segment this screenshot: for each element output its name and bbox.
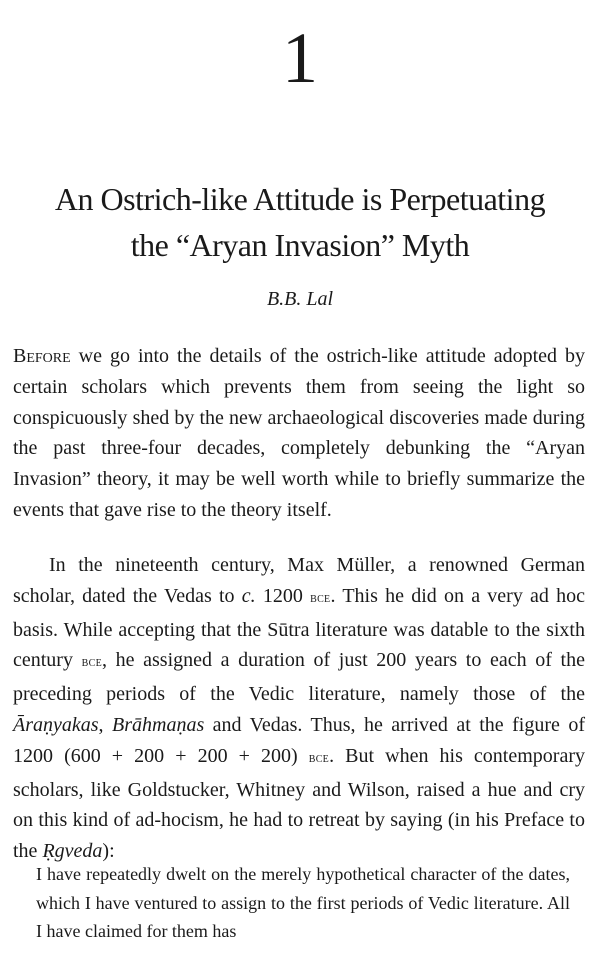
chapter-number: 1 <box>282 18 318 98</box>
paragraph-2-text-g: and Vedas. Thus, he arrived at the figure of 1200 (600 + 200 + 200 + 200) <box>13 713 585 767</box>
block-quote: I have repeatedly dwelt on the merely hypothetical character of the dates, which I have ventured to assign to the first periods of Vedic literature. All I have claimed for them has <box>36 864 570 941</box>
aranyakas-term: Āraṇyakas <box>13 713 99 736</box>
paragraph-2-text-a: In the nineteenth century, Max Müller, a renowned German scholar, dated the Vedas to <box>13 554 585 607</box>
paragraph-lead-word: Before <box>13 345 71 367</box>
paragraph-1 <box>13 341 585 526</box>
author-name: B.B. Lal <box>266 288 334 310</box>
rgveda-term: Ṛgveda <box>42 840 103 863</box>
paragraph-2-text-i: ): <box>102 840 115 863</box>
circa-abbrev: c. <box>241 584 256 607</box>
bce-label: bce <box>308 750 330 766</box>
paragraph-2-text-f: , <box>98 713 112 736</box>
paragraph-1-text: we go into the details of the ostrich-like attitude adopted by certain scholars which prevents them from seeing the light so conspicuously shed by the new archaeological discoveries made during the past three-four decades, completely debunking the “Aryan Invasion” theory, it may be well worth while to briefly summarize the events that gave rise to the theory itself. <box>13 345 585 521</box>
brahmanas-term: Brāhmaṇas <box>112 713 205 736</box>
paragraph-2 <box>13 550 585 867</box>
bce-label: bce <box>81 655 102 671</box>
chapter-title-line-1: An Ostrich-like Attitude is Perpetuating <box>54 181 546 217</box>
chapter-title-line-2: the “Aryan Invasion” Myth <box>130 227 470 263</box>
paragraph-2-text-b: 1200 <box>255 584 311 607</box>
bce-label: bce <box>310 590 331 606</box>
paragraph-2-text-h: . But when his contemporary scholars, like Goldstucker, Whitney and Wilson, raised a hue and cry on this kind of ad-hocism, he had to retreat by saying (in his Preface to the <box>13 744 585 863</box>
paragraph-2-text-d: . This he did on a very ad hoc basis. While accepting that the Sūtra literature was datable to the sixth century <box>13 584 586 672</box>
paragraph-2-text-e: , he assigned a duration of just 200 years to each of the preceding periods of the Vedic literature, namely those of the <box>13 649 585 706</box>
chapter-title <box>20 176 580 268</box>
